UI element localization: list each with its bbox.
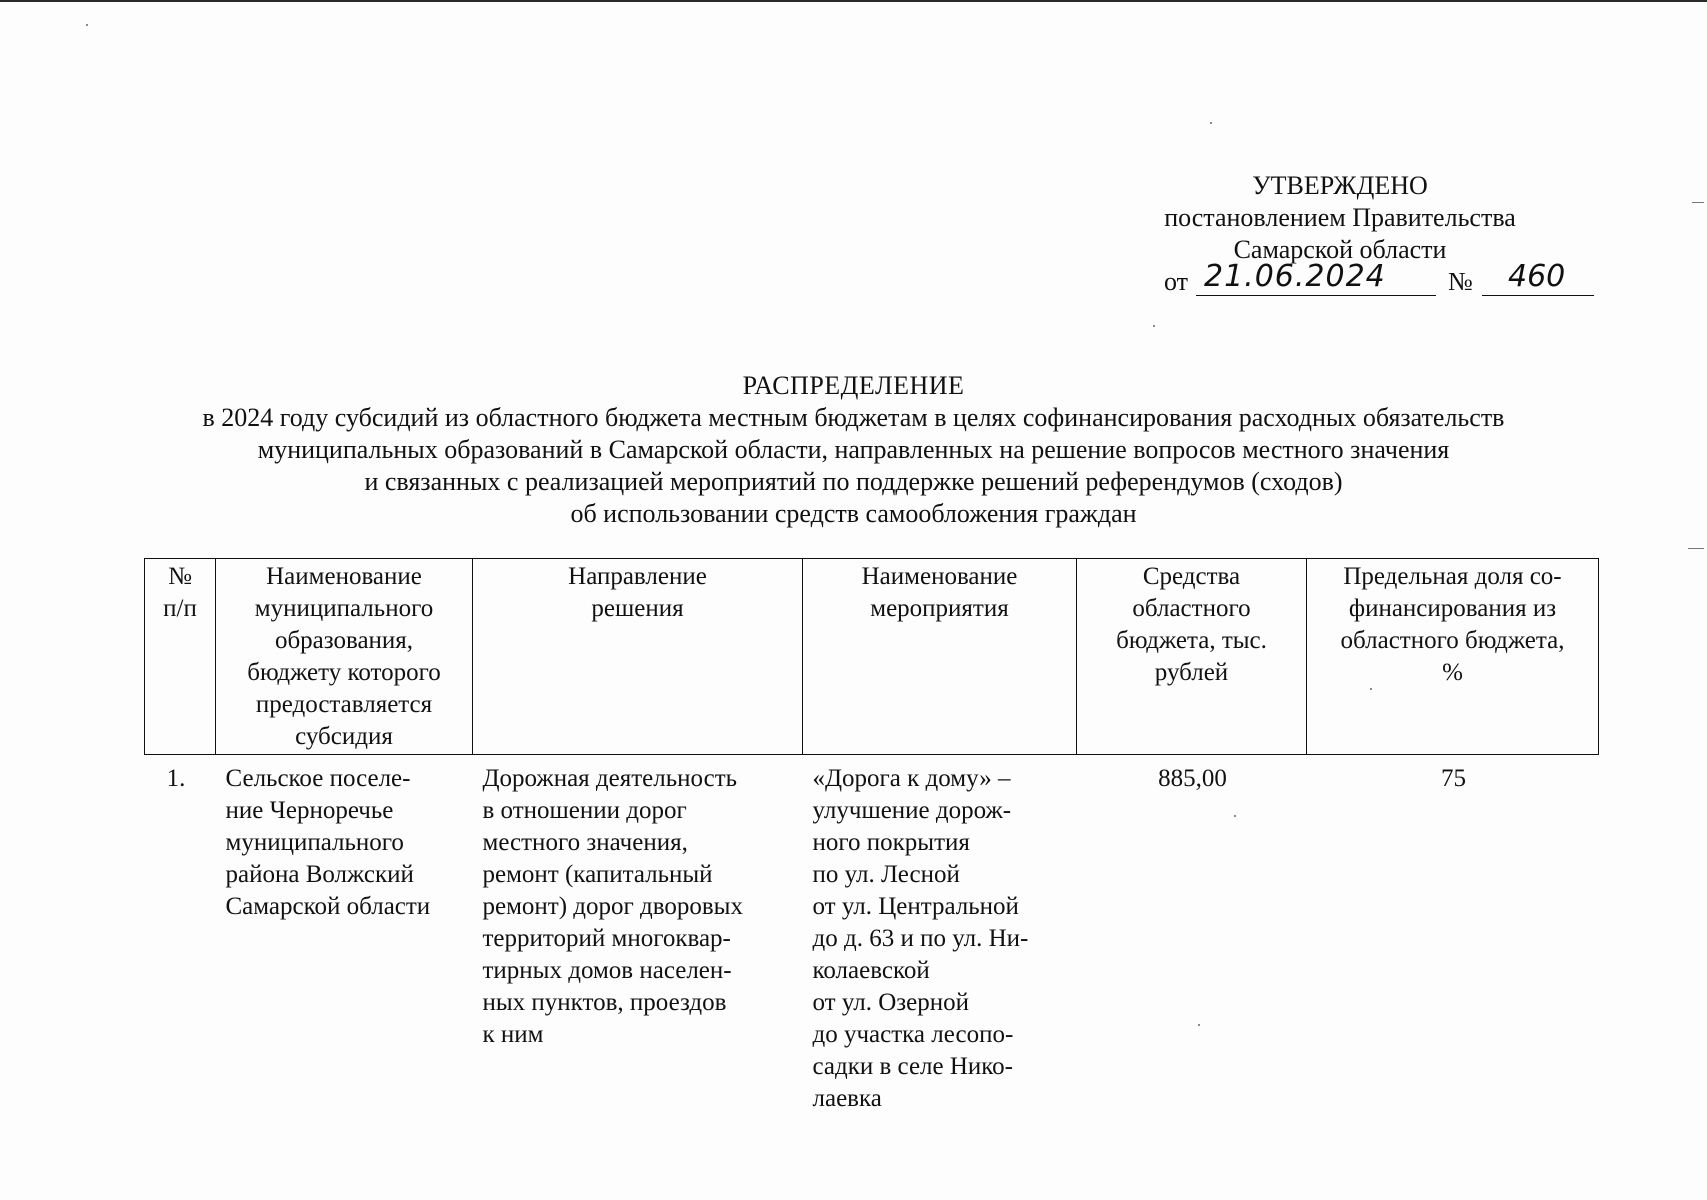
table-row — [145, 755, 1599, 1116]
row-number: 1. — [166, 765, 186, 792]
row-municipality: Сельское поселе- ние Черноречье муниципального района Волжский Самарской области — [225, 765, 431, 920]
scan-speck — [86, 24, 88, 26]
distribution-table — [144, 558, 1599, 1115]
approval-region-line: Самарской области — [1233, 235, 1447, 264]
scan-speck — [1153, 325, 1155, 327]
title-line: и связанных с реализацией мероприятий по поддержке решений референдумов (сходов) — [364, 467, 1343, 496]
header-amount: Средства областного бюджета, тыс. рублей — [1077, 559, 1307, 755]
row-activity: «Дорога к дому» – улучшение дорож- ного покрытия по ул. Лесной от ул. Центральной до д. 63 и по ул. Ни- колаевской от ул. Озерной до участка лесопо- садки в селе Нико- лаевка — [812, 765, 1029, 1112]
header-municipality: Наименование муниципального образования, бюджету которого предоставляется субсидия — [216, 559, 473, 755]
title-line: муниципальных образований в Самарской области, направленных на решение вопросов местного значения — [257, 435, 1450, 464]
scan-edge-mark — [1688, 548, 1704, 549]
row-amount: 885,00 — [1158, 765, 1227, 792]
scan-speck — [1210, 122, 1212, 124]
approval-number-label: № — [1448, 267, 1473, 296]
header-number: № п/п — [145, 559, 216, 755]
row-share: 75 — [1441, 765, 1466, 792]
scan-edge-mark — [1692, 202, 1704, 203]
title-line: в 2024 году субсидий из областного бюджета местным бюджетам в целях софинансирования расходных обязательств — [202, 403, 1505, 432]
header-share: Предельная доля со- финансирования из областного бюджета, % — [1307, 559, 1599, 755]
approval-number: 460 — [1482, 258, 1594, 296]
header-direction: Направление решения — [473, 559, 803, 755]
approval-date: 21.06.2024 — [1196, 258, 1436, 296]
approval-date-number-line — [1140, 259, 1566, 302]
approval-heading: УТВЕРЖДЕНО — [1252, 171, 1428, 200]
document-title — [100, 370, 1607, 530]
row-direction: Дорожная деятельность в отношении дорог местного значения, ремонт (капитальный ремонт) дорог дворовых территорий многоквар- тирных домов населен- ных пунктов, проездов к ним — [482, 765, 743, 1048]
title-main: РАСПРЕДЕЛЕНИЕ — [742, 371, 965, 400]
header-activity: Наименование мероприятия — [803, 559, 1077, 755]
approval-from-label: от — [1164, 267, 1189, 296]
approval-block — [1140, 170, 1566, 302]
scan-edge-line — [0, 0, 1707, 2]
approval-by-line: постановлением Правительства — [1164, 203, 1516, 232]
table-header-row — [145, 559, 1599, 755]
title-line: об использовании средств самообложения граждан — [570, 499, 1137, 528]
